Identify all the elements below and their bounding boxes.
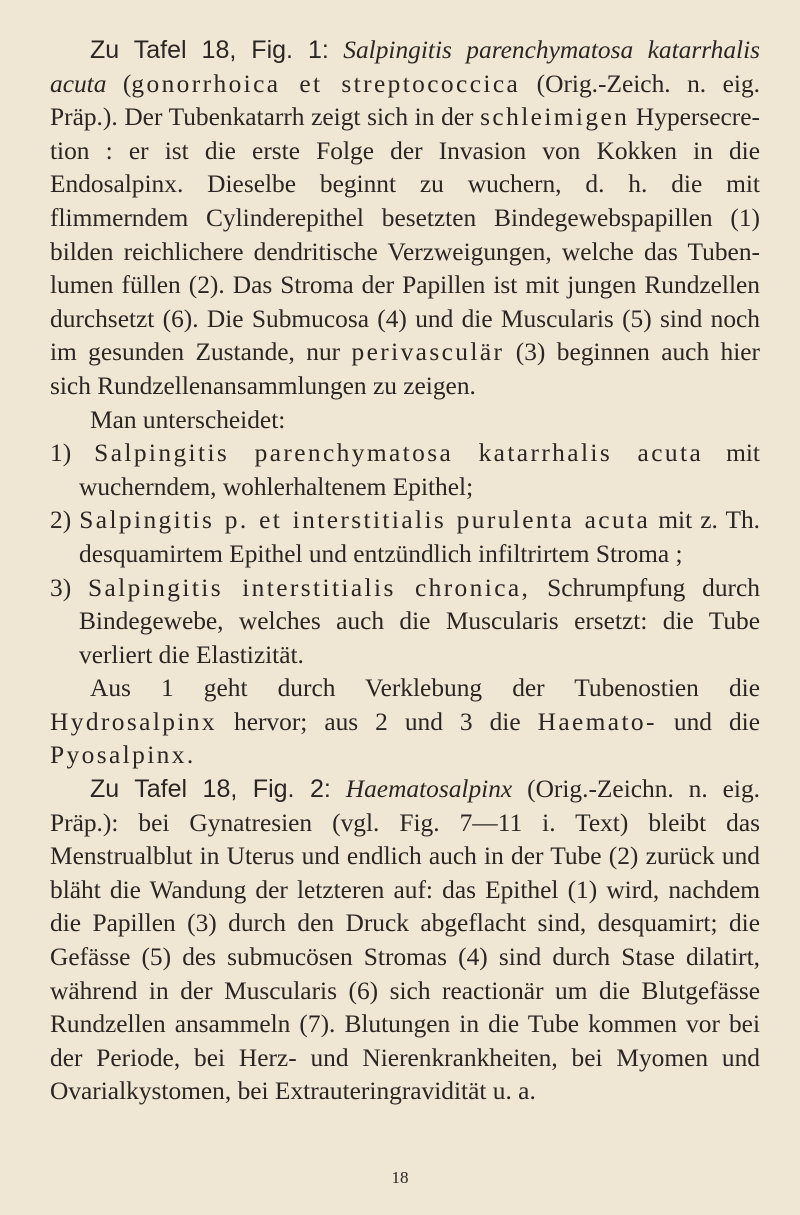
classification-list xyxy=(50,437,760,672)
list-number: 2) xyxy=(50,506,72,535)
text-run: Hypersecretion : er ist die erste Folge der Invasion von Kokken in die Endosalpinx. Dieselbe beginnt zu wuchern, d. h. die mit flimmerndem Cylinderepithel besetzten Bindegewebspapillen (1) bilden reichlichere dendritische Verzweigungen, welche das Tubenlumen füllen (2). Das Stroma der Papillen ist mit jungen Rundzellen durchsetzt (6). Die Submucosa (4) und die Muscularis (5) sind noch im gesunden Zustande, nur xyxy=(50,103,760,367)
text-run: Aus 1 geht durch Verklebung der Tubenostien die xyxy=(90,674,760,703)
list-number: 3) xyxy=(50,573,72,602)
list-text: mit z. Th. desquamirtem Epithel und entzündlich infiltrirtem Stroma ; xyxy=(79,506,761,568)
spaced-term: Salpingitis interstitialis chronica, xyxy=(87,573,531,602)
section-2-heading: Zu Tafel 18, Fig. 2: xyxy=(90,775,331,804)
spaced-term: Haemato- xyxy=(537,707,657,736)
list-item xyxy=(50,437,760,504)
page-number: 18 xyxy=(391,1168,409,1187)
list-number: 1) xyxy=(50,439,72,468)
spaced-term: Pyosalpinx. xyxy=(50,741,196,770)
section-1-heading: Zu Tafel 18, Fig. 1: xyxy=(90,36,329,64)
section-2-title: Haematosalpinx xyxy=(345,775,513,804)
spaced-term: gonorrhoica et streptococcica xyxy=(131,69,521,98)
spaced-term: Hydrosalpinx xyxy=(50,707,218,736)
text-run: (Orig.-Zeichn. n. eig. Präp.): bei Gynatresien (vgl. Fig. 7—11 i. Text) bleibt das Menstrualblut in Uterus und endlich auch in der Tube (2) zurück und bläht die Wandung der letzteren auf: das Epithel (1) wird, nachdem die Papillen (3) durch den Druck abgeflacht sind, desquamirt; die Gefässe (5) des submucösen Stromas (4) sind durch Stase dilatirt, während in der Muscularis (6) sich reactionär um die Blutgefässe Rundzellen ansammeln (7). Blutungen in die Tube kommen vor bei der Periode, bei Herz- und Nierenkrankheiten, bei Myomen und Ovarialkystomen, bei Extrauteringravidität u. a. xyxy=(50,775,760,1106)
spaced-term: perivasculär xyxy=(351,338,505,367)
spaced-term: Salpingitis p. et interstitialis purulenta acuta xyxy=(79,506,651,535)
list-text: Schrumpfung durch Bindegewebe, welches auch die Muscularis ersetzt: die Tube verliert die Elastizität. xyxy=(79,573,760,669)
list-text: mit wucherndem, wohlerhaltenem Epithel; xyxy=(79,439,760,501)
text-run: hervor; aus 2 und 3 die xyxy=(234,707,521,736)
text-run: und die xyxy=(673,707,760,736)
origin-paragraph xyxy=(50,672,760,773)
spaced-term: schleimigen xyxy=(480,103,630,132)
text-run: (Orig.-Zeich. n. eig. Präp.). Der Tubenkatarrh zeigt sich in der xyxy=(50,69,760,132)
spaced-term: Salpingitis parenchymatosa katarrhalis acuta xyxy=(94,439,704,468)
section-1-paragraph xyxy=(50,34,760,404)
list-item xyxy=(50,572,760,673)
section-2-paragraph xyxy=(50,773,760,1109)
list-item xyxy=(50,504,760,571)
text-run: (3) beginnen auch hier sich Rundzellenansammlungen zu zeigen. xyxy=(50,338,760,400)
intro-line: Man unterscheidet: xyxy=(90,405,286,434)
text-run: ( xyxy=(122,69,132,98)
section-1-title: Salpingitis parenchymatosa katarrhalis acuta xyxy=(50,36,760,98)
